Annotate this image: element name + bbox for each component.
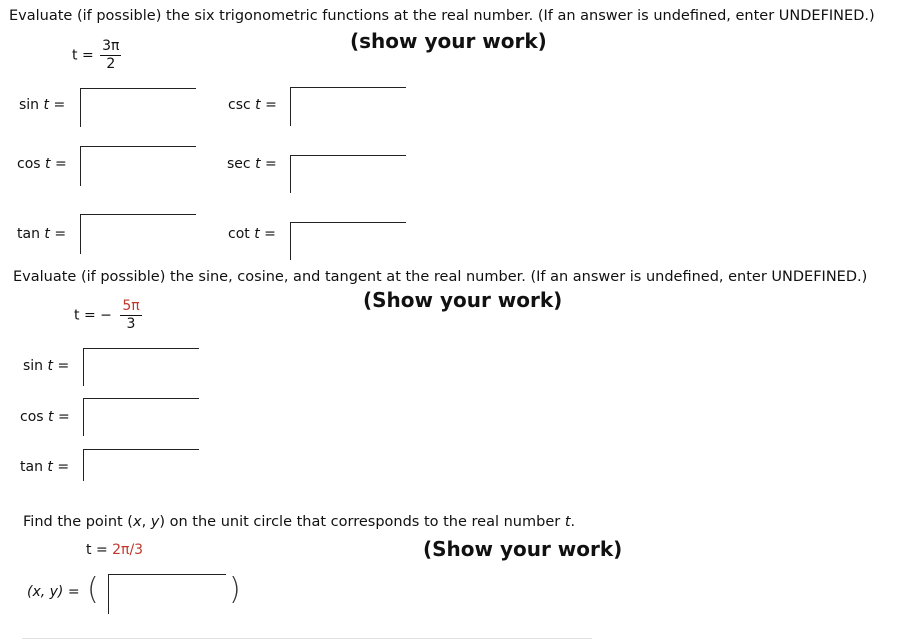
q1-prompt: Evaluate (if possible) the six trigonometric functions at the real number. (If an answer is undefined, enter UNDEFINED.) (9, 8, 875, 24)
q2-cos-var: t (48, 409, 54, 425)
q1-sin-answer-input[interactable] (80, 88, 196, 127)
q2-cos-answer-input[interactable] (83, 398, 199, 436)
q3-t-label: t = (86, 542, 113, 558)
q3-t-value (86, 542, 143, 558)
q3-prompt (23, 514, 575, 530)
q2-tan-answer-input[interactable] (83, 449, 199, 481)
q1-t-label: t = (72, 47, 94, 64)
q1-t-value (72, 38, 121, 73)
q1-t-fraction (100, 38, 121, 73)
q3-t-number: 2π/3 (112, 542, 144, 558)
q2-t-value (74, 298, 142, 333)
q1-csc-fn: csc (228, 97, 251, 113)
q2-work-note: (Show your work) (363, 288, 563, 312)
q3-prompt-t: t (564, 514, 571, 530)
q1-sin-eq: = (53, 97, 66, 113)
q1-work-note: (show your work) (350, 29, 547, 53)
q2-tan-fn: tan (20, 459, 43, 475)
q1-csc-var: t (255, 97, 261, 113)
q3-close-paren: ) (229, 572, 241, 607)
q2-t-fraction (120, 298, 141, 333)
q1-cot-answer-input[interactable] (290, 222, 406, 260)
q1-tan-label (17, 226, 66, 242)
q3-prompt-post: ) on the unit circle that corresponds to the real number (159, 514, 565, 530)
q1-sec-answer-input[interactable] (290, 155, 406, 193)
q1-tan-var: t (44, 226, 50, 242)
q1-t-numerator: 3π (102, 38, 120, 54)
q2-tan-eq: = (57, 459, 70, 475)
q1-cos-answer-input[interactable] (80, 146, 196, 186)
q2-cos-label (20, 409, 70, 425)
q1-cot-eq: = (264, 226, 276, 242)
q2-t-label: t = − (74, 307, 112, 324)
q2-cos-eq: = (57, 409, 70, 425)
q3-prompt-mid: , (141, 514, 151, 530)
q1-cot-fn: cot (228, 226, 250, 242)
q1-sin-fn: sin (19, 97, 40, 113)
q3-prompt-x: x (132, 514, 142, 530)
q1-tan-eq: = (54, 226, 67, 242)
q3-open-paren: ( (87, 572, 99, 607)
q2-t-numerator: 5π (122, 298, 140, 314)
q2-sin-label (23, 358, 69, 374)
q3-prompt-end: . (570, 514, 576, 530)
q1-sec-eq: = (265, 156, 277, 172)
q3-prompt-pre: Find the point ( (23, 514, 133, 530)
q1-sec-label (227, 156, 277, 172)
q2-t-denominator: 3 (126, 316, 136, 332)
q1-tan-fn: tan (17, 226, 40, 242)
q1-tan-answer-input[interactable] (80, 214, 196, 254)
q1-sin-label (19, 97, 65, 113)
q3-prompt-y: y (150, 514, 160, 530)
q2-sin-var: t (47, 358, 54, 374)
q1-cos-var: t (45, 156, 51, 172)
q2-sin-eq: = (57, 358, 70, 374)
q3-work-note: (Show your work) (423, 537, 623, 561)
q1-cos-eq: = (54, 156, 67, 172)
bottom-divider (22, 638, 592, 639)
q2-prompt: Evaluate (if possible) the sine, cosine, and tangent at the real number. (If an answer is undefined, enter UNDEFINED.) (13, 269, 868, 285)
q2-cos-fn: cos (20, 409, 44, 425)
q1-sec-var: t (255, 156, 261, 172)
q2-tan-var: t (47, 459, 53, 475)
q3-point-answer-input[interactable] (108, 574, 226, 614)
q1-cot-label (228, 226, 276, 242)
q1-sec-fn: sec (227, 156, 251, 172)
q2-sin-fn: sin (23, 358, 44, 374)
q1-cos-label (17, 156, 67, 172)
q1-csc-answer-input[interactable] (290, 87, 406, 126)
q3-point-label: (x, y) = (27, 584, 80, 600)
q1-t-denominator: 2 (106, 56, 116, 72)
q1-csc-label (228, 97, 277, 113)
q2-tan-label (20, 459, 69, 475)
q1-cos-fn: cos (17, 156, 41, 172)
q1-sin-var: t (43, 97, 50, 113)
q2-sin-answer-input[interactable] (83, 348, 199, 386)
q1-cot-var: t (254, 226, 260, 242)
q1-csc-eq: = (265, 97, 277, 113)
